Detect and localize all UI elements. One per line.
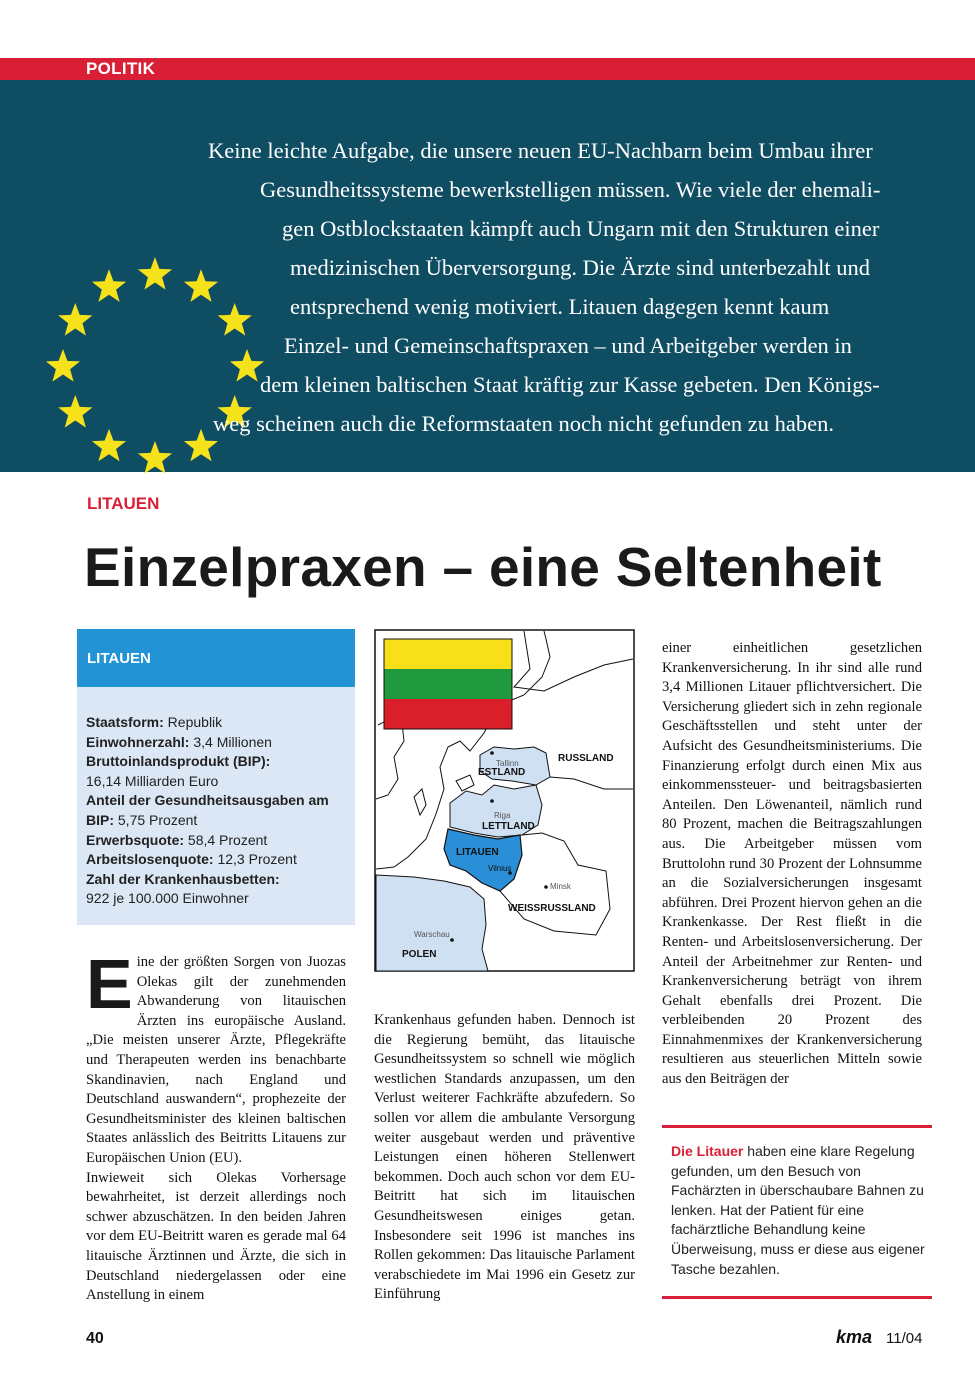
intro-line: Keine leichte Aufgabe, die unsere neuen EU-Nachbarn beim Umbau ihrer	[208, 138, 873, 163]
issue-number: 11/04	[886, 1330, 923, 1347]
star-icon	[92, 429, 126, 462]
intro-line: medizinischen Überversorgung. Die Ärzte sind unterbezahlt und	[290, 255, 871, 280]
fact-row	[86, 889, 354, 909]
intro-line: Gesundheitssysteme bewerkstelligen müssen. Wie viele der ehemali-	[260, 177, 881, 202]
article-paragraph: Inwieweit sich Olekas Vorhersage bewahrheitet, ist derzeit allerdings noch schwer abzuschätzen. In den beiden Jahren vor dem EU-Beitritt waren es gerade mal 64 litauische Ärztinnen und Ärzte, die sich in Deutschland niedergelassen oder eine Anstellung in einem	[86, 1169, 346, 1304]
fact-label: Einwohnerzahl:	[86, 733, 190, 750]
city-label-riga: Riga	[494, 811, 511, 820]
article-column-2	[374, 1011, 635, 1305]
city-label-minsk: Minsk	[550, 882, 571, 891]
factbox-facts	[86, 713, 354, 909]
star-icon	[58, 303, 92, 336]
star-icon	[46, 349, 80, 382]
fact-value: 16,14 Milliarden Euro	[86, 772, 219, 789]
city-dot	[490, 751, 494, 755]
city-dot	[544, 885, 548, 889]
factbox-title: LITAUEN	[87, 650, 151, 667]
article-paragraph: einer einheitlichen gesetzlichen Krankenversicherung. In ihr sind alle rund 3,4 Millionen Litauer pflichtversichert. Die Versicherung gliedert sich in zehn regionale Geschäftsstellen und steht unter der Aufsicht des Gesundheitsministeriums. Die Finanzierung erfolgt durch einen Mix aus einkommenssteuer- und beitragsbasierten Anteilen. Den Löwenanteil, nämlich rund 80 Prozent, machen die Beitragszahlungen aus. Die Arbeitgeber müssen vom Bruttolohn rund 30 Prozent der Lohnsumme an die Sozialversicherungen insgesamt abführen. Drei Prozent hiervon gehen an die Krankenkasse. Der Rest fließt in die Renten- und Arbeitslosenversicherung. Der Anteil der Arbeitnehmer zur Renten- und Krankenversicherung beträgt von ihrem Gehalt ebenfalls drei Prozent. Die verbleibenden 20 Prozent des Einnahmenmixes der Krankenversicherung resultieren aus steuerlichen Mitteln sowie aus den Beiträgen der	[662, 640, 922, 1088]
fact-row	[86, 713, 354, 733]
dropcap: E	[86, 945, 133, 1023]
fact-row	[86, 733, 354, 753]
article-column-3	[662, 639, 922, 1090]
city-label-tallinn: Tallinn	[496, 759, 519, 768]
fact-label: Staatsform:	[86, 714, 164, 730]
fact-value: 12,3 Prozent	[213, 851, 297, 868]
magazine-logo: kma	[836, 1327, 873, 1347]
article-paragraph	[86, 945, 346, 1169]
fact-value: 5,75 Prozent	[114, 811, 198, 828]
callout-text	[662, 1142, 932, 1279]
star-icon	[92, 269, 126, 302]
fact-value: 3,4 Millionen	[189, 733, 272, 750]
factbox-header	[77, 629, 355, 687]
city-dot	[490, 799, 494, 803]
fact-label: Bruttoinlandsprodukt (BIP):	[86, 753, 271, 770]
intro-line: Einzel- und Gemeinschaftspraxen – und Arbeitgeber werden in	[284, 333, 852, 358]
fact-value: Republik	[163, 714, 223, 730]
city-label-vilnius: Vilnius	[488, 864, 512, 873]
eu-stars-icon	[30, 250, 290, 490]
fact-row	[86, 791, 354, 811]
star-icon	[218, 303, 252, 336]
intro-line: dem kleinen baltischen Staat kräftig zur Kasse gebeten. Den Königs-	[260, 372, 880, 397]
country-label-litauen: LITAUEN	[456, 847, 499, 858]
city-dot	[450, 938, 454, 942]
fact-label: Zahl der Krankenhausbetten:	[86, 870, 280, 887]
page-number: 40	[86, 1330, 104, 1347]
fact-row	[86, 772, 354, 792]
star-icon	[138, 257, 172, 290]
article-headline: Einzelpraxen – eine Seltenheit	[84, 536, 882, 598]
country-label-lettland: LETTLAND	[482, 821, 535, 832]
fact-row	[86, 752, 354, 772]
intro-panel	[0, 80, 975, 472]
baltic-map	[374, 629, 635, 972]
callout-box	[662, 1125, 932, 1279]
fact-value: 58,4 Prozent	[184, 831, 268, 848]
article-column-1	[86, 945, 346, 1306]
fact-row	[86, 831, 354, 851]
star-icon	[138, 441, 172, 474]
intro-line: weg scheinen auch die Reformstaaten noch nicht gefunden zu haben.	[213, 411, 835, 436]
section-label: POLITIK	[86, 59, 156, 78]
star-icon	[58, 395, 92, 428]
fact-label: Erwerbsquote:	[86, 831, 185, 848]
fact-row	[86, 850, 354, 870]
fact-label: BIP:	[86, 811, 114, 828]
intro-line: entsprechend wenig motiviert. Litauen dagegen kennt kaum	[290, 294, 830, 319]
callout-lead: Die Litauer	[671, 1143, 744, 1159]
country-label-russland: RUSSLAND	[558, 753, 614, 764]
callout-body: haben eine klare Regelung gefunden, um den Besuch von Fachärzten in überschaubare Bahnen zu lenken. Hat der Patient für eine fachärztliche Behandlung keine Überweisung, muss er diese aus eigener Tasche bezahlen.	[671, 1143, 925, 1277]
paragraph-text: ine der größten Sorgen von Juozas Olekas gilt der zunehmenden Abwanderung von litauischen Ärzten ins europäische Ausland. „Die meisten unserer Ärzte, Pflegekräfte und Therapeuten werden ins benachbarte Skandinavien, nach England und Deutschland auswandern“, prophezeite der Gesundheitsminister des kleinen baltischen Staates anlässlich des Beitritts Litauens zur Europäischen Union (EU).	[86, 954, 346, 1166]
star-icon	[184, 269, 218, 302]
country-label-weissrussland: WEISSRUSSLAND	[508, 903, 596, 914]
star-icon	[230, 349, 264, 382]
factbox	[77, 629, 355, 925]
fact-row	[86, 811, 354, 831]
article-paragraph: Krankenhaus gefunden haben. Dennoch ist die Regierung bemüht, das litauische Gesundheitssystem so schnell wie möglich westlichen Standards anzupassen, um den Verlust weiterer Fachkräfte abzufedern. So sollen vor allem die ambulante Versorgung weiter ausgebaut werden und präventive Leistungen einen höheren Stellenwert bekommen. Doch auch schon vor dem EU-Beitritt hat sich im litauischen Gesundheitswesen einiges getan. Insbesondere seit 1996 ist manches ins Rollen gekommen: Das litauische Parlament verabschiedete im Mai 1996 ein Gesetz zur Einführung	[374, 1012, 635, 1303]
callout-rule	[662, 1296, 932, 1299]
fact-label: Arbeitslosenquote:	[86, 851, 214, 868]
country-label-polen: POLEN	[402, 949, 437, 960]
flag-lithuania	[384, 639, 512, 729]
fact-label: Anteil der Gesundheitsausgaben am	[86, 792, 329, 809]
fact-row	[86, 870, 354, 890]
article-kicker: LITAUEN	[87, 494, 160, 513]
country-label-estland: ESTLAND	[478, 767, 526, 778]
intro-line: gen Ostblockstaaten kämpft auch Ungarn mit den Strukturen einer	[282, 216, 880, 241]
fact-value: 922 je 100.000 Einwohner	[86, 890, 249, 907]
city-label-warschau: Warschau	[414, 930, 450, 939]
